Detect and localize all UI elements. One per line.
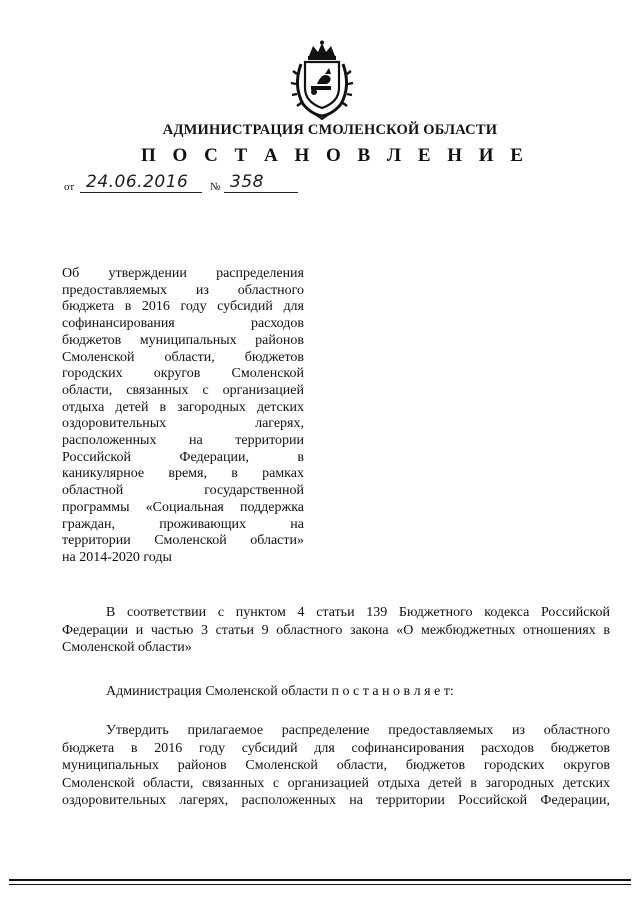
subject-line: бюджета в 2016 году субсидий для bbox=[62, 299, 304, 315]
smolensk-coat-of-arms-icon bbox=[289, 40, 355, 120]
subject-line: территории Смоленской области» bbox=[62, 533, 304, 549]
paragraph-line: Утвердить прилагаемое распределение предоставляемых из областного bbox=[106, 723, 610, 738]
subject-line: граждан, проживающих на bbox=[62, 516, 304, 532]
paragraph-line: Смоленской области, связанных с организацией отдыха детей в загородных детских bbox=[62, 775, 610, 791]
handwritten-number: 358 bbox=[230, 172, 264, 192]
date-number-line bbox=[64, 172, 304, 196]
subject-line: Смоленской области, бюджетов bbox=[62, 349, 304, 365]
subject-line: на 2014-2020 годы bbox=[62, 549, 172, 565]
number-underline bbox=[224, 192, 298, 193]
paragraph-line: Смоленской области» bbox=[62, 640, 192, 655]
resolution-paragraph bbox=[62, 722, 610, 810]
subject-line: программы «Социальная поддержка bbox=[62, 499, 304, 515]
date-underline bbox=[80, 192, 202, 193]
subject-line: оздоровительных лагерях, bbox=[62, 416, 304, 432]
subject-line: отдыха детей в загородных детских bbox=[62, 399, 304, 415]
date-from-label: от bbox=[64, 181, 75, 193]
subject-line: области, связанных с организацией bbox=[62, 382, 304, 398]
organization-name: АДМИНИСТРАЦИЯ СМОЛЕНСКОЙ ОБЛАСТИ bbox=[162, 122, 498, 138]
subject-line: Российской Федерации, в bbox=[62, 449, 304, 465]
subject-line: предоставляемых из областного bbox=[62, 282, 304, 298]
subject-line: каникулярное время, в рамках bbox=[62, 466, 304, 482]
subject-line: расположенных на территории bbox=[62, 433, 304, 449]
subject-line: софинансирования расходов bbox=[62, 316, 304, 332]
resolves-paragraph bbox=[62, 683, 610, 701]
paragraph-line: муниципальных районов Смоленской области, бюджетов городских округов bbox=[62, 758, 610, 773]
subject-line: городских округов Смоленской bbox=[62, 366, 304, 382]
number-label: № bbox=[210, 181, 221, 193]
footer-rule-thin bbox=[9, 884, 631, 885]
paragraph-line: Федерации и частью 3 статьи 9 областного закона «О межбюджетных отношениях в bbox=[62, 622, 610, 638]
paragraph-line: оздоровительных лагерях, расположенных на территории Российской Федерации, bbox=[62, 793, 610, 808]
document-subject bbox=[62, 266, 304, 567]
subject-line: бюджетов муниципальных районов bbox=[62, 332, 304, 348]
paragraph-line: бюджета в 2016 году субсидий для софинансирования расходов бюджетов bbox=[62, 740, 610, 756]
paragraph-line: В соответствии с пунктом 4 статьи 139 Бюджетного кодекса Российской bbox=[106, 605, 610, 620]
paragraph-line bbox=[62, 683, 610, 701]
handwritten-date: 24.06.2016 bbox=[86, 172, 189, 192]
resolves-keyword: п о с т а н о в л я е т: bbox=[331, 684, 454, 699]
document-type-title: П О С Т А Н О В Л Е Н И Е bbox=[141, 145, 529, 166]
resolves-prefix: Администрация Смоленской области bbox=[106, 684, 332, 699]
subject-line: областной государственной bbox=[62, 483, 304, 499]
subject-line: Об утверждении распределения bbox=[62, 266, 304, 281]
preamble-paragraph bbox=[62, 604, 610, 657]
footer-rule-thick bbox=[9, 879, 631, 881]
